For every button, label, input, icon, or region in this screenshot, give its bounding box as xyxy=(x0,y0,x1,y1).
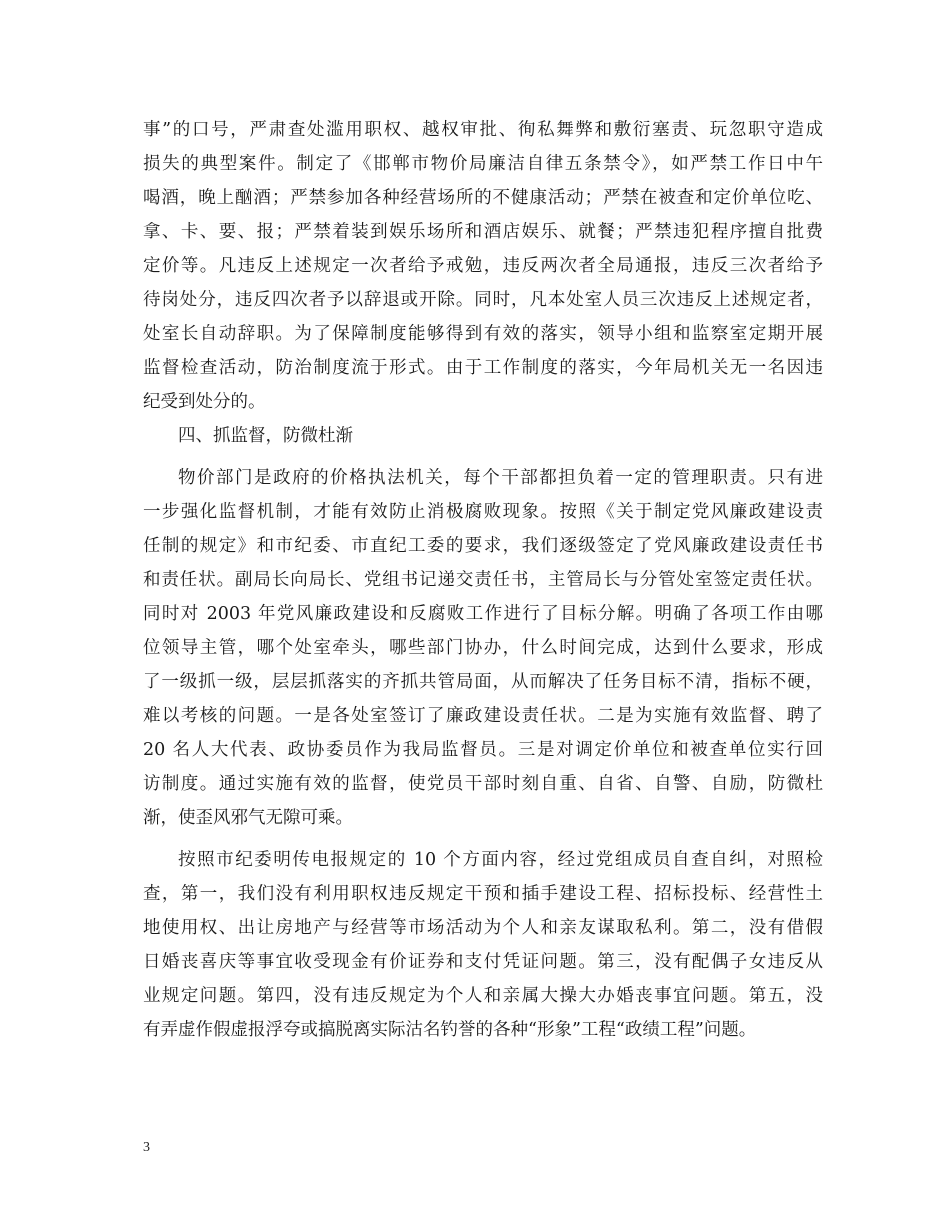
text-line: 喝酒，晚上酗酒；严禁参加各种经营场所的不健康活动；严禁在被查和定价单位吃、 xyxy=(143,188,823,208)
section-heading xyxy=(143,419,823,453)
text-line: 纪受到处分的。 xyxy=(143,392,266,412)
text-line: 拿、卡、要、报；严禁着装到娱乐场所和酒店娱乐、就餐；严禁违犯程序擅自批费 xyxy=(143,222,823,242)
paragraph xyxy=(143,113,823,419)
text-line: 地使用权、出让房地产与经营等市场活动为个人和亲友谋取私利。第二，没有借假 xyxy=(143,918,823,938)
paragraph-gap xyxy=(143,453,823,461)
text-line: 和责任状。副局长向局长、党组书记递交责任书，主管局长与分管处室签定责任状。 xyxy=(143,570,823,590)
text-line: 损失的典型案件。制定了《邯郸市物价局廉洁自律五条禁令》，如严禁工作日中午 xyxy=(143,154,823,174)
paragraph xyxy=(143,843,823,1047)
text-line: 一步强化监督机制，才能有效防止消极腐败现象。按照《关于制定党风廉政建设责 xyxy=(143,502,823,522)
text-line: 难以考核的问题。一是各处室签订了廉政建设责任状。二是为实施有效监督、聘了 xyxy=(143,706,823,726)
text-line: 业规定问题。第四，没有违反规定为个人和亲属大操大办婚丧事宜问题。第五，没 xyxy=(143,986,823,1006)
text-line: 查，第一，我们没有利用职权违反规定干预和插手建设工程、招标投标、经营性土 xyxy=(143,884,823,904)
text-line: 待岗处分，违反四次者予以辞退或开除。同时，凡本处室人员三次违反上述规定者， xyxy=(143,290,823,310)
text-line: 20 名人大代表、政协委员作为我局监督员。三是对调定价单位和被查单位实行回 xyxy=(143,740,823,760)
text-line: 日婚丧喜庆等事宜收受现金有价证券和支付凭证问题。第三，没有配偶子女违反从 xyxy=(143,952,823,972)
text-line: 监督检查活动，防治制度流于形式。由于工作制度的落实，今年局机关无一名因违 xyxy=(143,358,823,378)
page-number: 3 xyxy=(143,1140,150,1155)
document-body xyxy=(143,113,823,1047)
text-line: 物价部门是政府的价格执法机关，每个干部都担负着一定的管理职责。只有进 xyxy=(178,468,823,488)
text-line: 处室长自动辞职。为了保障制度能够得到有效的落实，领导小组和监察室定期开展 xyxy=(143,324,823,344)
text-line: 定价等。凡违反上述规定一次者给予戒勉，违反两次者全局通报，违反三次者给予 xyxy=(143,256,823,276)
text-line: 了一级抓一级，层层抓落实的齐抓共管局面，从而解决了任务目标不清，指标不硬， xyxy=(143,672,823,692)
text-line: 渐，使歪风邪气无隙可乘。 xyxy=(143,808,353,828)
text-line: 访制度。通过实施有效的监督，使党员干部时刻自重、自省、自警、自励，防微杜 xyxy=(143,774,823,794)
text-line: 按照市纪委明传电报规定的 10 个方面内容，经过党组成员自查自纠，对照检 xyxy=(178,850,823,870)
text-line: 位领导主管，哪个处室牵头，哪些部门协办，什么时间完成，达到什么要求，形成 xyxy=(143,638,823,658)
text-line: 任制的规定》和市纪委、市直纪工委的要求，我们逐级签定了党风廉政建设责任书 xyxy=(143,536,823,556)
paragraph xyxy=(143,461,823,835)
text-line: 同时对 2003 年党风廉政建设和反腐败工作进行了目标分解。明确了各项工作由哪 xyxy=(143,604,823,624)
text-line: 有弄虚作假虚报浮夸或搞脱离实际沽名钓誉的各种“形象”工程“政绩工程”问题。 xyxy=(143,1020,757,1040)
text-line: 四、抓监督，防微杜渐 xyxy=(178,426,353,446)
paragraph-gap xyxy=(143,835,823,843)
text-line: 事”的口号，严肃查处滥用职权、越权审批、徇私舞弊和敷衍塞责、玩忽职守造成 xyxy=(143,120,823,140)
